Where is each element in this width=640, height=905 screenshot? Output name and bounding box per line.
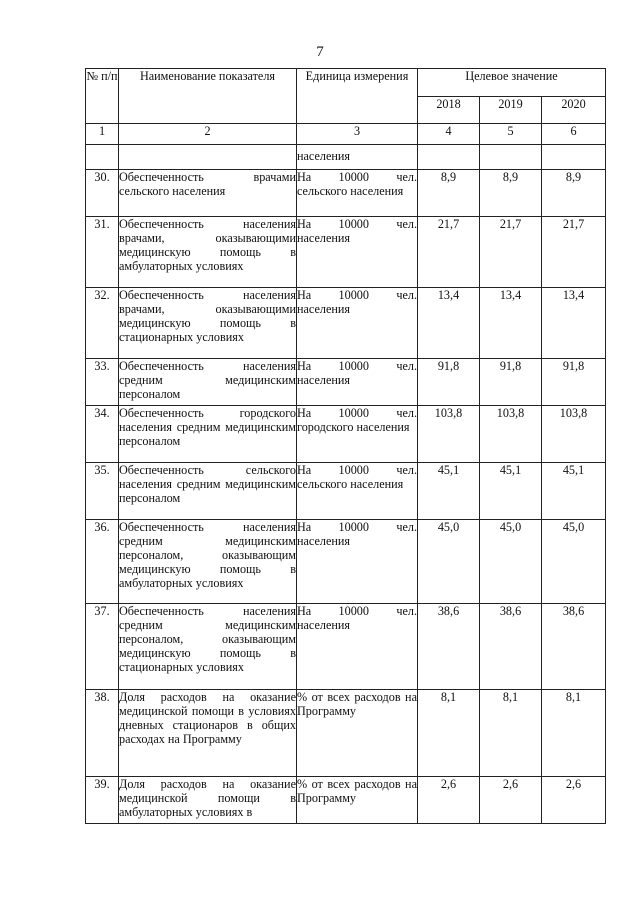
table-row [86, 777, 606, 824]
unit-cell: населения [297, 145, 418, 170]
header-name: Наименование показателя [119, 69, 297, 124]
column-index: 3 [297, 124, 418, 145]
table-row [86, 604, 606, 690]
column-index: 5 [480, 124, 542, 145]
row-number: 35. [86, 463, 119, 520]
header-target: Целевое значение [418, 69, 606, 97]
table-row [86, 288, 606, 359]
value-2020: 91,8 [542, 359, 606, 406]
indicator-name: Обеспеченность врачами сельского населения [119, 170, 297, 217]
unit-cell: На 10000 чел. населения [297, 604, 418, 690]
row-number: 38. [86, 690, 119, 777]
value-2018: 21,7 [418, 217, 480, 288]
header-year-2018: 2018 [418, 96, 480, 124]
value-2018: 103,8 [418, 406, 480, 463]
header-unit: Единица измерения [297, 69, 418, 124]
table-row [86, 520, 606, 604]
value-2020: 45,1 [542, 463, 606, 520]
unit-cell: % от всех расходов на Программу [297, 690, 418, 777]
value-2019: 2,6 [480, 777, 542, 824]
value-2018: 38,6 [418, 604, 480, 690]
unit-cell: На 10000 чел. городского населения [297, 406, 418, 463]
column-index-row [86, 124, 606, 145]
indicator-name: Обеспеченность городского населения средним медицинским персоналом [119, 406, 297, 463]
indicator-name: Обеспеченность сельского населения средним медицинским персоналом [119, 463, 297, 520]
value-2019: 38,6 [480, 604, 542, 690]
table-row [86, 463, 606, 520]
value-2020: 8,9 [542, 170, 606, 217]
header-year-2020: 2020 [542, 96, 606, 124]
unit-cell: На 10000 чел. сельского населения [297, 463, 418, 520]
table-row [86, 170, 606, 217]
value-2019: 13,4 [480, 288, 542, 359]
indicator-name: Обеспеченность населения средним медицинским персоналом, оказывающим медицинскую помощь в стационарных условиях [119, 604, 297, 690]
value-2018: 45,0 [418, 520, 480, 604]
unit-cell: На 10000 чел. населения [297, 217, 418, 288]
value-2020: 21,7 [542, 217, 606, 288]
column-index: 6 [542, 124, 606, 145]
value-2018: 2,6 [418, 777, 480, 824]
indicator-name: Доля расходов на оказание медицинской помощи в условиях дневных стационаров в общих расходах на Программу [119, 690, 297, 777]
value-2019: 8,9 [480, 170, 542, 217]
row-number: 37. [86, 604, 119, 690]
unit-cell: % от всех расходов на Программу [297, 777, 418, 824]
value-2020: 2,6 [542, 777, 606, 824]
value-2020: 13,4 [542, 288, 606, 359]
table-row [86, 217, 606, 288]
value-2019: 91,8 [480, 359, 542, 406]
row-number: 39. [86, 777, 119, 824]
value-2020: 38,6 [542, 604, 606, 690]
indicator-name: Обеспеченность населения средним медицинским персоналом, оказывающим медицинскую помощь в амбулаторных условиях [119, 520, 297, 604]
table-row [86, 359, 606, 406]
value-2018: 91,8 [418, 359, 480, 406]
unit-cell: На 10000 чел. населения [297, 288, 418, 359]
value-2018: 45,1 [418, 463, 480, 520]
continuation-row [86, 145, 606, 170]
value-2019: 8,1 [480, 690, 542, 777]
value-2018: 8,1 [418, 690, 480, 777]
value-2020: 45,0 [542, 520, 606, 604]
indicator-name: Обеспеченность населения врачами, оказывающими медицинскую помощь в амбулаторных условиях [119, 217, 297, 288]
table-row [86, 690, 606, 777]
table-row [86, 406, 606, 463]
column-index: 1 [86, 124, 119, 145]
row-number: 32. [86, 288, 119, 359]
indicator-name: Обеспеченность населения врачами, оказывающими медицинскую помощь в стационарных условиях [119, 288, 297, 359]
value-2018: 8,9 [418, 170, 480, 217]
value-2020: 8,1 [542, 690, 606, 777]
row-number: 36. [86, 520, 119, 604]
unit-cell: На 10000 чел. населения [297, 359, 418, 406]
indicator-name: Доля расходов на оказание медицинской помощи в амбулаторных условиях в [119, 777, 297, 824]
header-num: № п/п [86, 69, 119, 124]
value-2019: 103,8 [480, 406, 542, 463]
value-2018: 13,4 [418, 288, 480, 359]
value-2019: 45,0 [480, 520, 542, 604]
value-2019: 21,7 [480, 217, 542, 288]
unit-cell: На 10000 чел. сельского населения [297, 170, 418, 217]
row-number: 34. [86, 406, 119, 463]
row-number: 33. [86, 359, 119, 406]
value-2019: 45,1 [480, 463, 542, 520]
header-year-2019: 2019 [480, 96, 542, 124]
column-index: 4 [418, 124, 480, 145]
indicator-name: Обеспеченность населения средним медицинским персоналом [119, 359, 297, 406]
row-number: 31. [86, 217, 119, 288]
column-index: 2 [119, 124, 297, 145]
value-2020: 103,8 [542, 406, 606, 463]
indicators-table [85, 68, 606, 824]
row-number: 30. [86, 170, 119, 217]
unit-cell: На 10000 чел. населения [297, 520, 418, 604]
page-number: 7 [316, 44, 324, 60]
